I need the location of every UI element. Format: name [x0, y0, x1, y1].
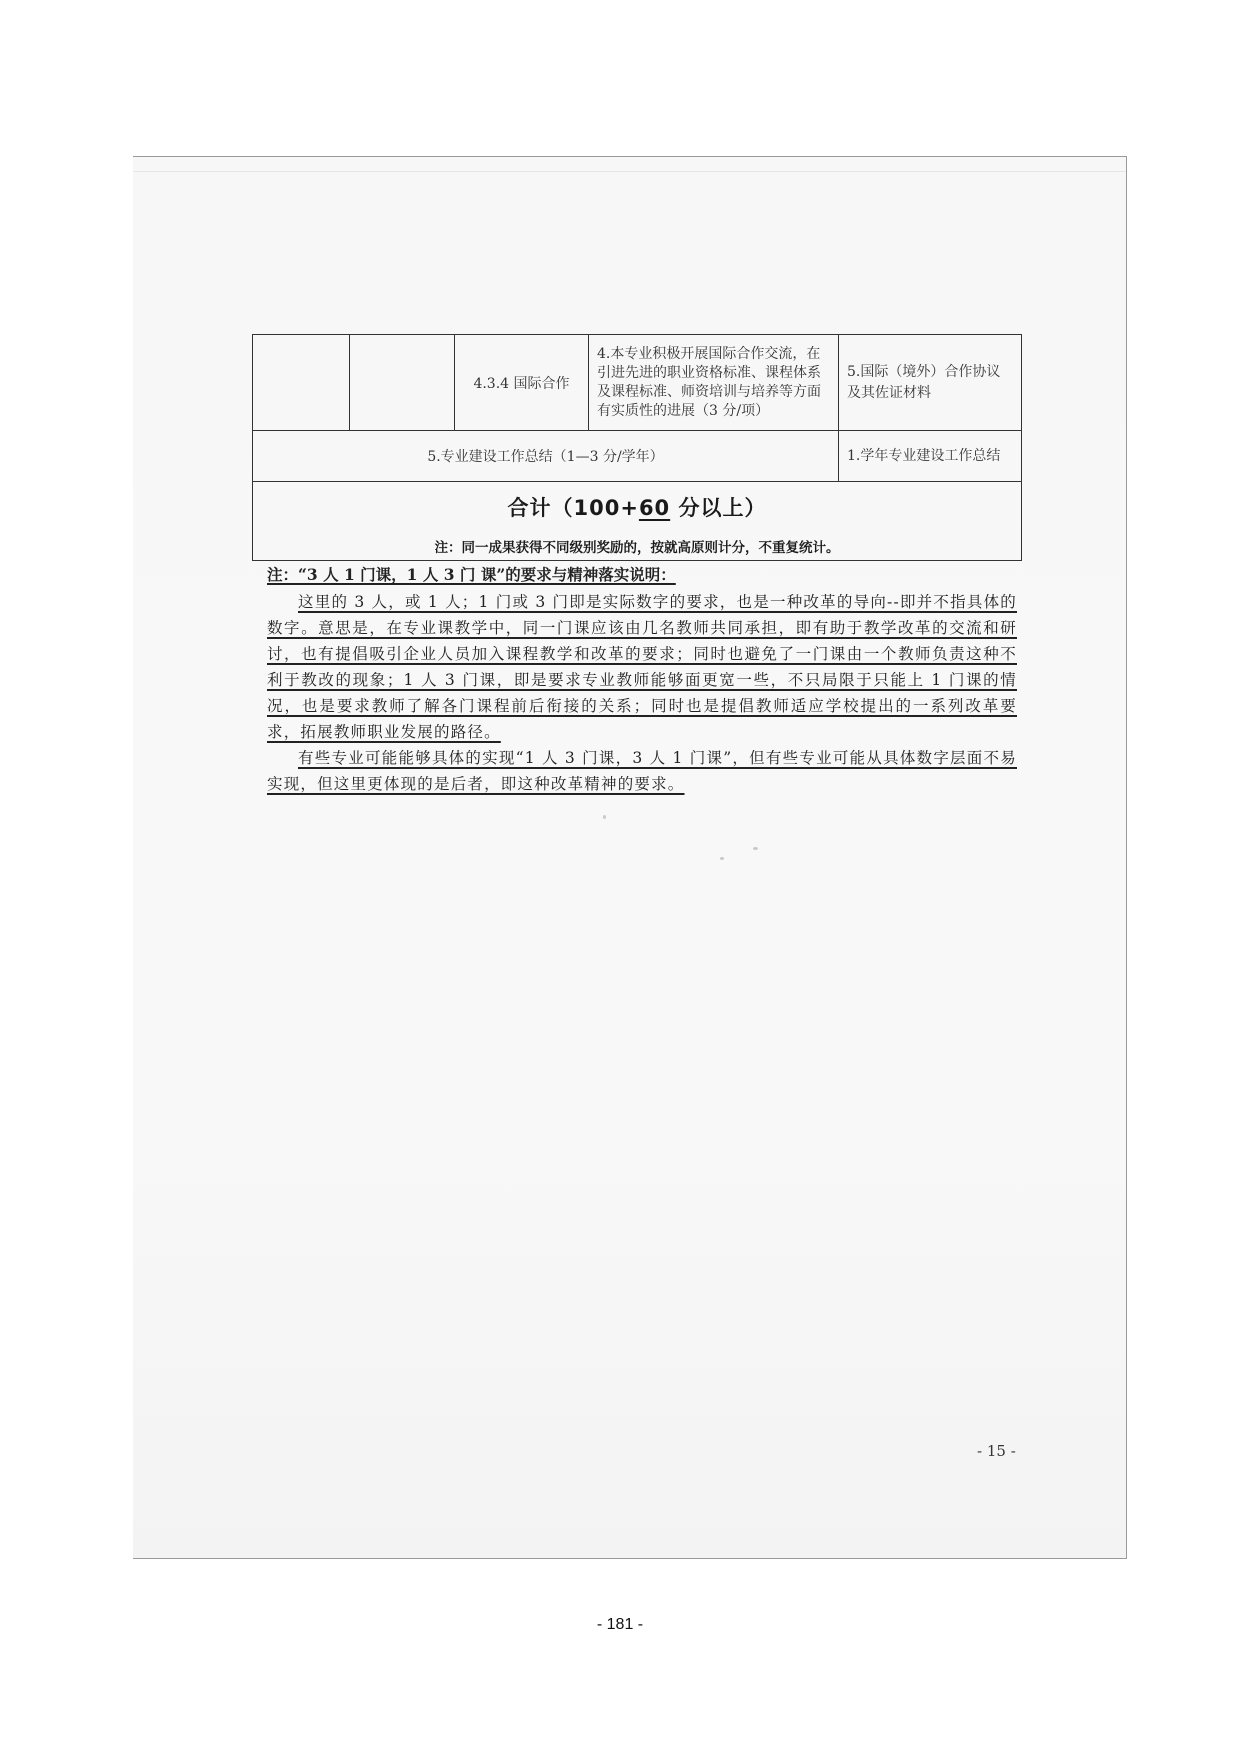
summary-evidence-cell: 1.学年专业建设工作总结 — [839, 431, 1022, 482]
summary-label-cell: 5.专业建设工作总结（1—3 分/学年） — [253, 431, 839, 482]
note-section — [267, 563, 1017, 797]
total-title — [253, 492, 1021, 522]
total-title-suffix: 分以上） — [670, 496, 767, 520]
description-cell: 4.本专业积极开展国际合作交流，在引进先进的职业资格标准、课程体系及课程标准、师资培训与培养等方面有实质性的进展（3 分/项） — [589, 335, 839, 431]
total-title-underlined: 60 — [638, 496, 671, 520]
scanned-page — [133, 156, 1127, 1559]
total-cell — [253, 482, 1022, 561]
scan-speck — [603, 815, 606, 819]
table-row-total — [253, 482, 1022, 561]
sub-item-cell: 4.3.4 国际合作 — [455, 335, 589, 431]
evidence-cell: 5.国际（境外）合作协议及其佐证材料 — [839, 335, 1022, 431]
scan-speck — [753, 847, 758, 850]
table-row-summary — [253, 431, 1022, 482]
empty-cell — [350, 335, 455, 431]
table-row-international-cooperation — [253, 335, 1022, 431]
scan-speck — [720, 857, 724, 860]
total-note: 注：同一成果获得不同级别奖励的，按就高原则计分，不重复统计。 — [434, 540, 840, 556]
total-title-prefix: 合计（100+ — [507, 496, 639, 520]
note-paragraph: 这里的 3 人，或 1 人；1 门或 3 门即是实际数字的要求，也是一种改革的导向--即并不指具体的数字。意思是，在专业课教学中，同一门课应该由几名教师共同承担，即有助于教学改革的交流和研讨，也有提倡吸引企业人员加入课程教学和改革的要求；同时也避免了一门课由一个教师负责这种不利于教改的现象；1 人 3 门课，即是要求专业教师能够面更宽一些，不只局限于只能上 1 门课的情况，也是要求教师了解各门课程前后衔接的关系；同时也是提倡教师适应学校提出的一系列改革要求，拓展教师职业发展的路径。 — [267, 593, 1017, 741]
evaluation-table — [252, 334, 1022, 561]
note-paragraph: 有些专业可能能够具体的实现“1 人 3 门课，3 人 1 门课”，但有些专业可能从具体数字层面不易实现，但这里更体现的是后者，即这种改革精神的要求。 — [267, 749, 1017, 793]
page-number: - 181 - — [596, 1616, 644, 1633]
empty-cell — [253, 335, 350, 431]
scan-edge-line — [133, 171, 1126, 172]
note-heading: 注：“3 人 1 门课，1 人 3 门 课”的要求与精神落实说明： — [267, 565, 676, 584]
inner-page-number: - 15 - — [977, 1442, 1016, 1460]
